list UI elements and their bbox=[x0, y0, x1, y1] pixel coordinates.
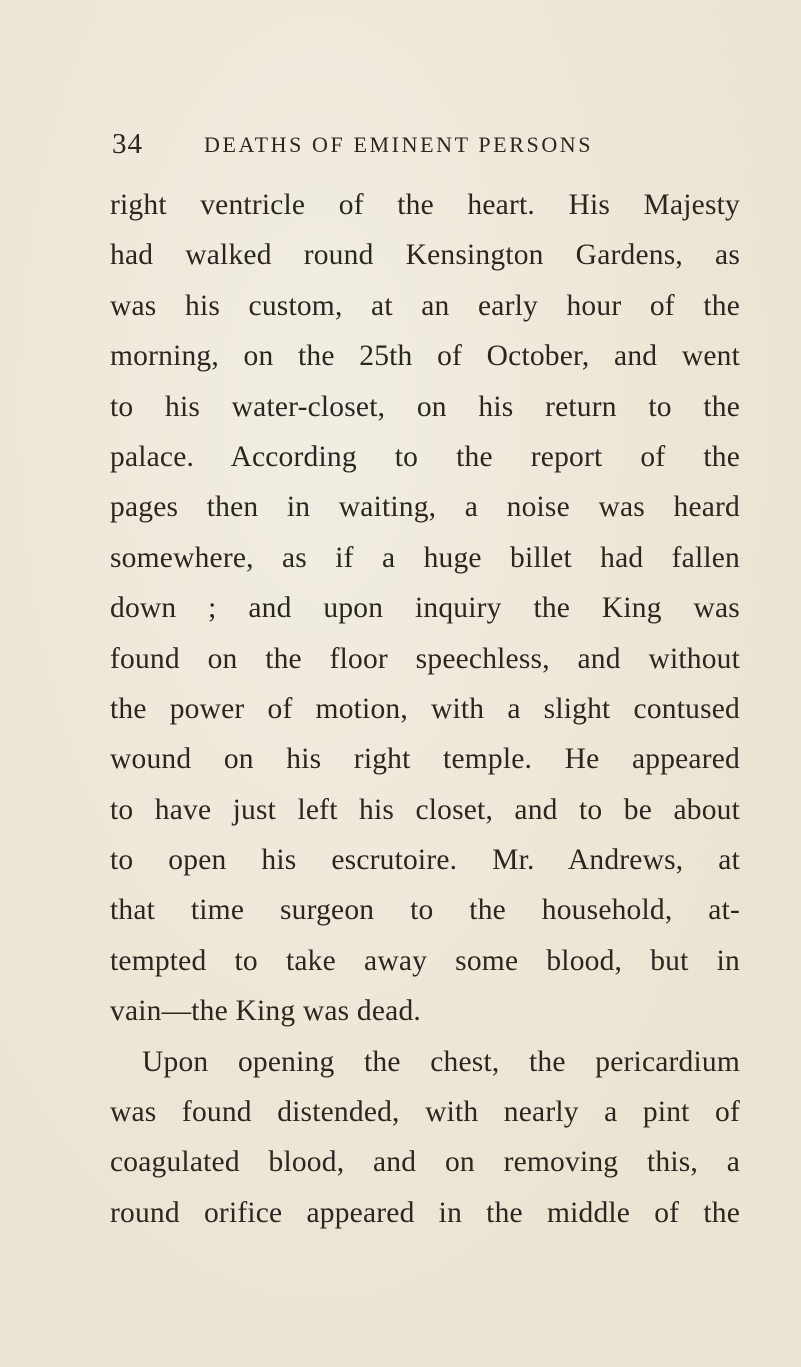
text-line: the power of motion, with a slight contused bbox=[110, 692, 740, 725]
text-line: tempted to take away some blood, but in bbox=[110, 944, 740, 977]
text-line: was his custom, at an early hour of the bbox=[110, 289, 740, 322]
text-line: morning, on the 25th of October, and went bbox=[110, 340, 740, 373]
text-line: coagulated blood, and on removing this, a bbox=[110, 1146, 740, 1179]
text-line: found on the floor speechless, and without bbox=[110, 642, 740, 675]
running-title: DEATHS OF EMINENT PERSONS bbox=[204, 132, 594, 157]
text-line: round orifice appeared in the middle of the bbox=[110, 1196, 740, 1229]
text-line: was found distended, with nearly a pint of bbox=[110, 1096, 740, 1129]
text-line: had walked round Kensington Gardens, as bbox=[110, 239, 740, 272]
text-line: down ; and upon inquiry the King was bbox=[110, 592, 740, 625]
page-number: 34 bbox=[112, 128, 143, 160]
text-line: pages then in waiting, a noise was heard bbox=[110, 491, 740, 524]
text-line: that time surgeon to the household, at- bbox=[110, 894, 740, 927]
text-line: right ventricle of the heart. His Majesty bbox=[110, 189, 740, 221]
text-line: to have just left his closet, and to be about bbox=[110, 793, 740, 826]
text-line: palace. According to the report of the bbox=[110, 440, 740, 473]
text-line: to open his escrutoire. Mr. Andrews, at bbox=[110, 844, 740, 877]
text-line: to his water-closet, on his return to the bbox=[110, 390, 740, 423]
running-head bbox=[112, 128, 752, 168]
text-line: vain—the King was dead. bbox=[110, 995, 421, 1028]
text-line: Upon opening the chest, the pericardium bbox=[142, 1045, 740, 1078]
body-text bbox=[110, 180, 740, 1238]
text-line: somewhere, as if a huge billet had fallen bbox=[110, 541, 740, 574]
text-line: wound on his right temple. He appeared bbox=[110, 743, 740, 776]
